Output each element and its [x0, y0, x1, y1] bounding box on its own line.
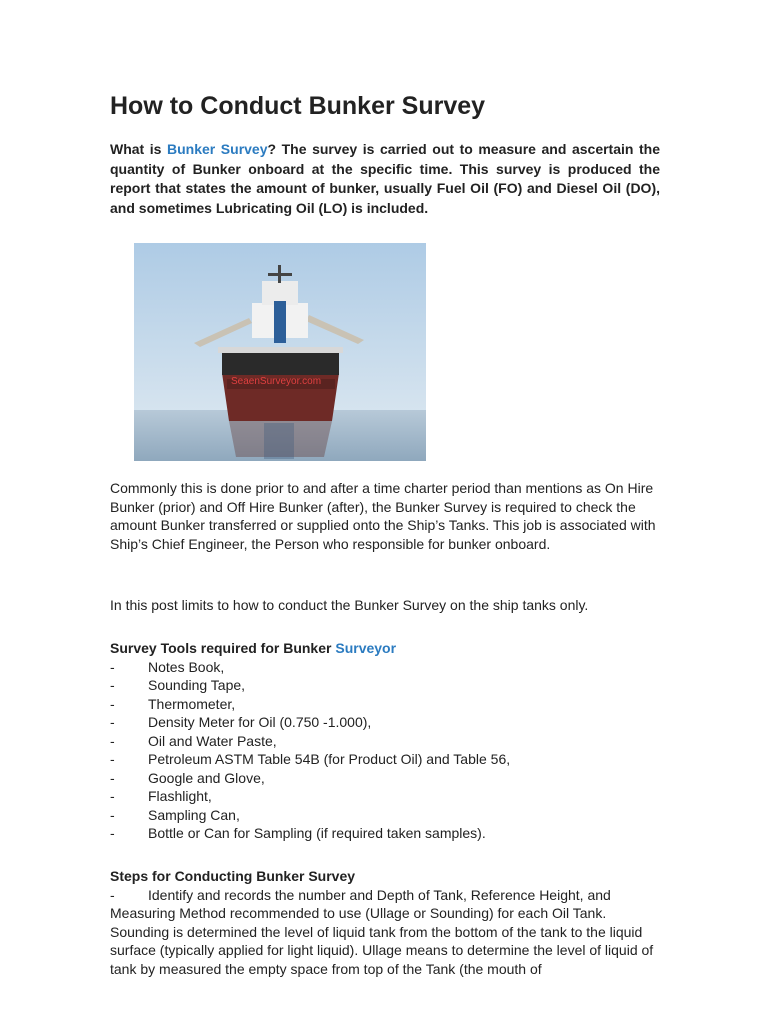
list-item [110, 824, 665, 843]
tool-label: Sampling Can, [148, 806, 240, 823]
bullet-dash: - [110, 695, 115, 712]
list-item [110, 695, 665, 714]
list-item [110, 658, 665, 677]
step-first-line: Identify and records the number and Depth of Tank, Reference Height, and [148, 886, 611, 903]
intro-rest: ? The survey is carried out to measure and ascertain the quantity of Bunker onboard at the specific time. This survey is produced the report that states the amount of bunker, usually Fuel Oil (FO) and Diesel Oil (DO), and sometimes Lubricating Oil (LO) is included. [110, 141, 660, 216]
list-item [110, 787, 665, 806]
tool-label: Flashlight, [148, 788, 212, 804]
surveyor-link[interactable]: Surveyor [335, 640, 397, 656]
bullet-dash: - [110, 751, 115, 767]
list-item [110, 676, 665, 695]
page-title: How to Conduct Bunker Survey [110, 92, 486, 120]
tools-section [110, 639, 665, 843]
list-item [110, 713, 665, 732]
tool-label: Google and Glove, [148, 769, 265, 786]
bullet-dash: - [110, 714, 115, 730]
bullet-dash: - [110, 806, 115, 823]
list-item [110, 750, 665, 769]
bullet-dash: - [110, 658, 115, 675]
bullet-dash: - [110, 769, 115, 786]
ship-photo-icon [134, 243, 426, 461]
intro-paragraph [110, 140, 660, 218]
list-item [110, 769, 665, 788]
step-continuation: Measuring Method recommended to use (Ullage or Sounding) for each Oil Tank. Sounding is determined the level of liquid tank from the bottom of the tank to the liquid surface (typically applied for light liquid). Ullage means to determine the level of liquid of tank by measured the empty space from top of the Tank (the mouth of [110, 905, 654, 977]
tool-label: Density Meter for Oil (0.750 -1.000), [148, 714, 372, 730]
bullet-dash: - [110, 788, 115, 804]
tool-label: Notes Book, [148, 658, 225, 675]
photo-watermark: SeaenSurveyor.com [231, 376, 322, 387]
step-item [110, 886, 665, 905]
tool-label: Petroleum ASTM Table 54B (for Product Oil) and Table 56, [148, 751, 511, 767]
steps-heading: Steps for Conducting Bunker Survey [110, 868, 356, 884]
tools-heading [110, 639, 665, 658]
tool-label: Sounding Tape, [148, 677, 246, 693]
ship-photo [134, 243, 426, 461]
steps-section [110, 867, 665, 978]
bullet-dash: - [110, 886, 115, 903]
paragraph-on-off-hire: Commonly this is done prior to and after a time charter period than mentions as On Hire Bunker (prior) and Off Hire Bunker (after), the Bunker Survey is required to check the amount Bunker transferred or supplied onto the Ship’s Tanks. This job is associated with Ship’s Chief Engineer, the Person who responsible for bunker onboard. [110, 480, 656, 552]
bullet-dash: - [110, 825, 115, 841]
tool-label: Bottle or Can for Sampling (if required taken samples). [148, 825, 486, 841]
list-item [110, 732, 665, 751]
paragraph-scope: In this post limits to how to conduct the Bunker Survey on the ship tanks only. [110, 597, 589, 613]
tools-list [110, 658, 665, 843]
tool-label: Thermometer, [148, 695, 236, 712]
tool-label: Oil and Water Paste, [148, 732, 277, 749]
bunker-survey-link[interactable]: Bunker Survey [167, 141, 268, 157]
list-item [110, 806, 665, 825]
tools-heading-text: Survey Tools required for Bunker [110, 640, 336, 656]
intro-prefix: What is [110, 141, 168, 157]
bullet-dash: - [110, 677, 115, 693]
bullet-dash: - [110, 732, 115, 749]
